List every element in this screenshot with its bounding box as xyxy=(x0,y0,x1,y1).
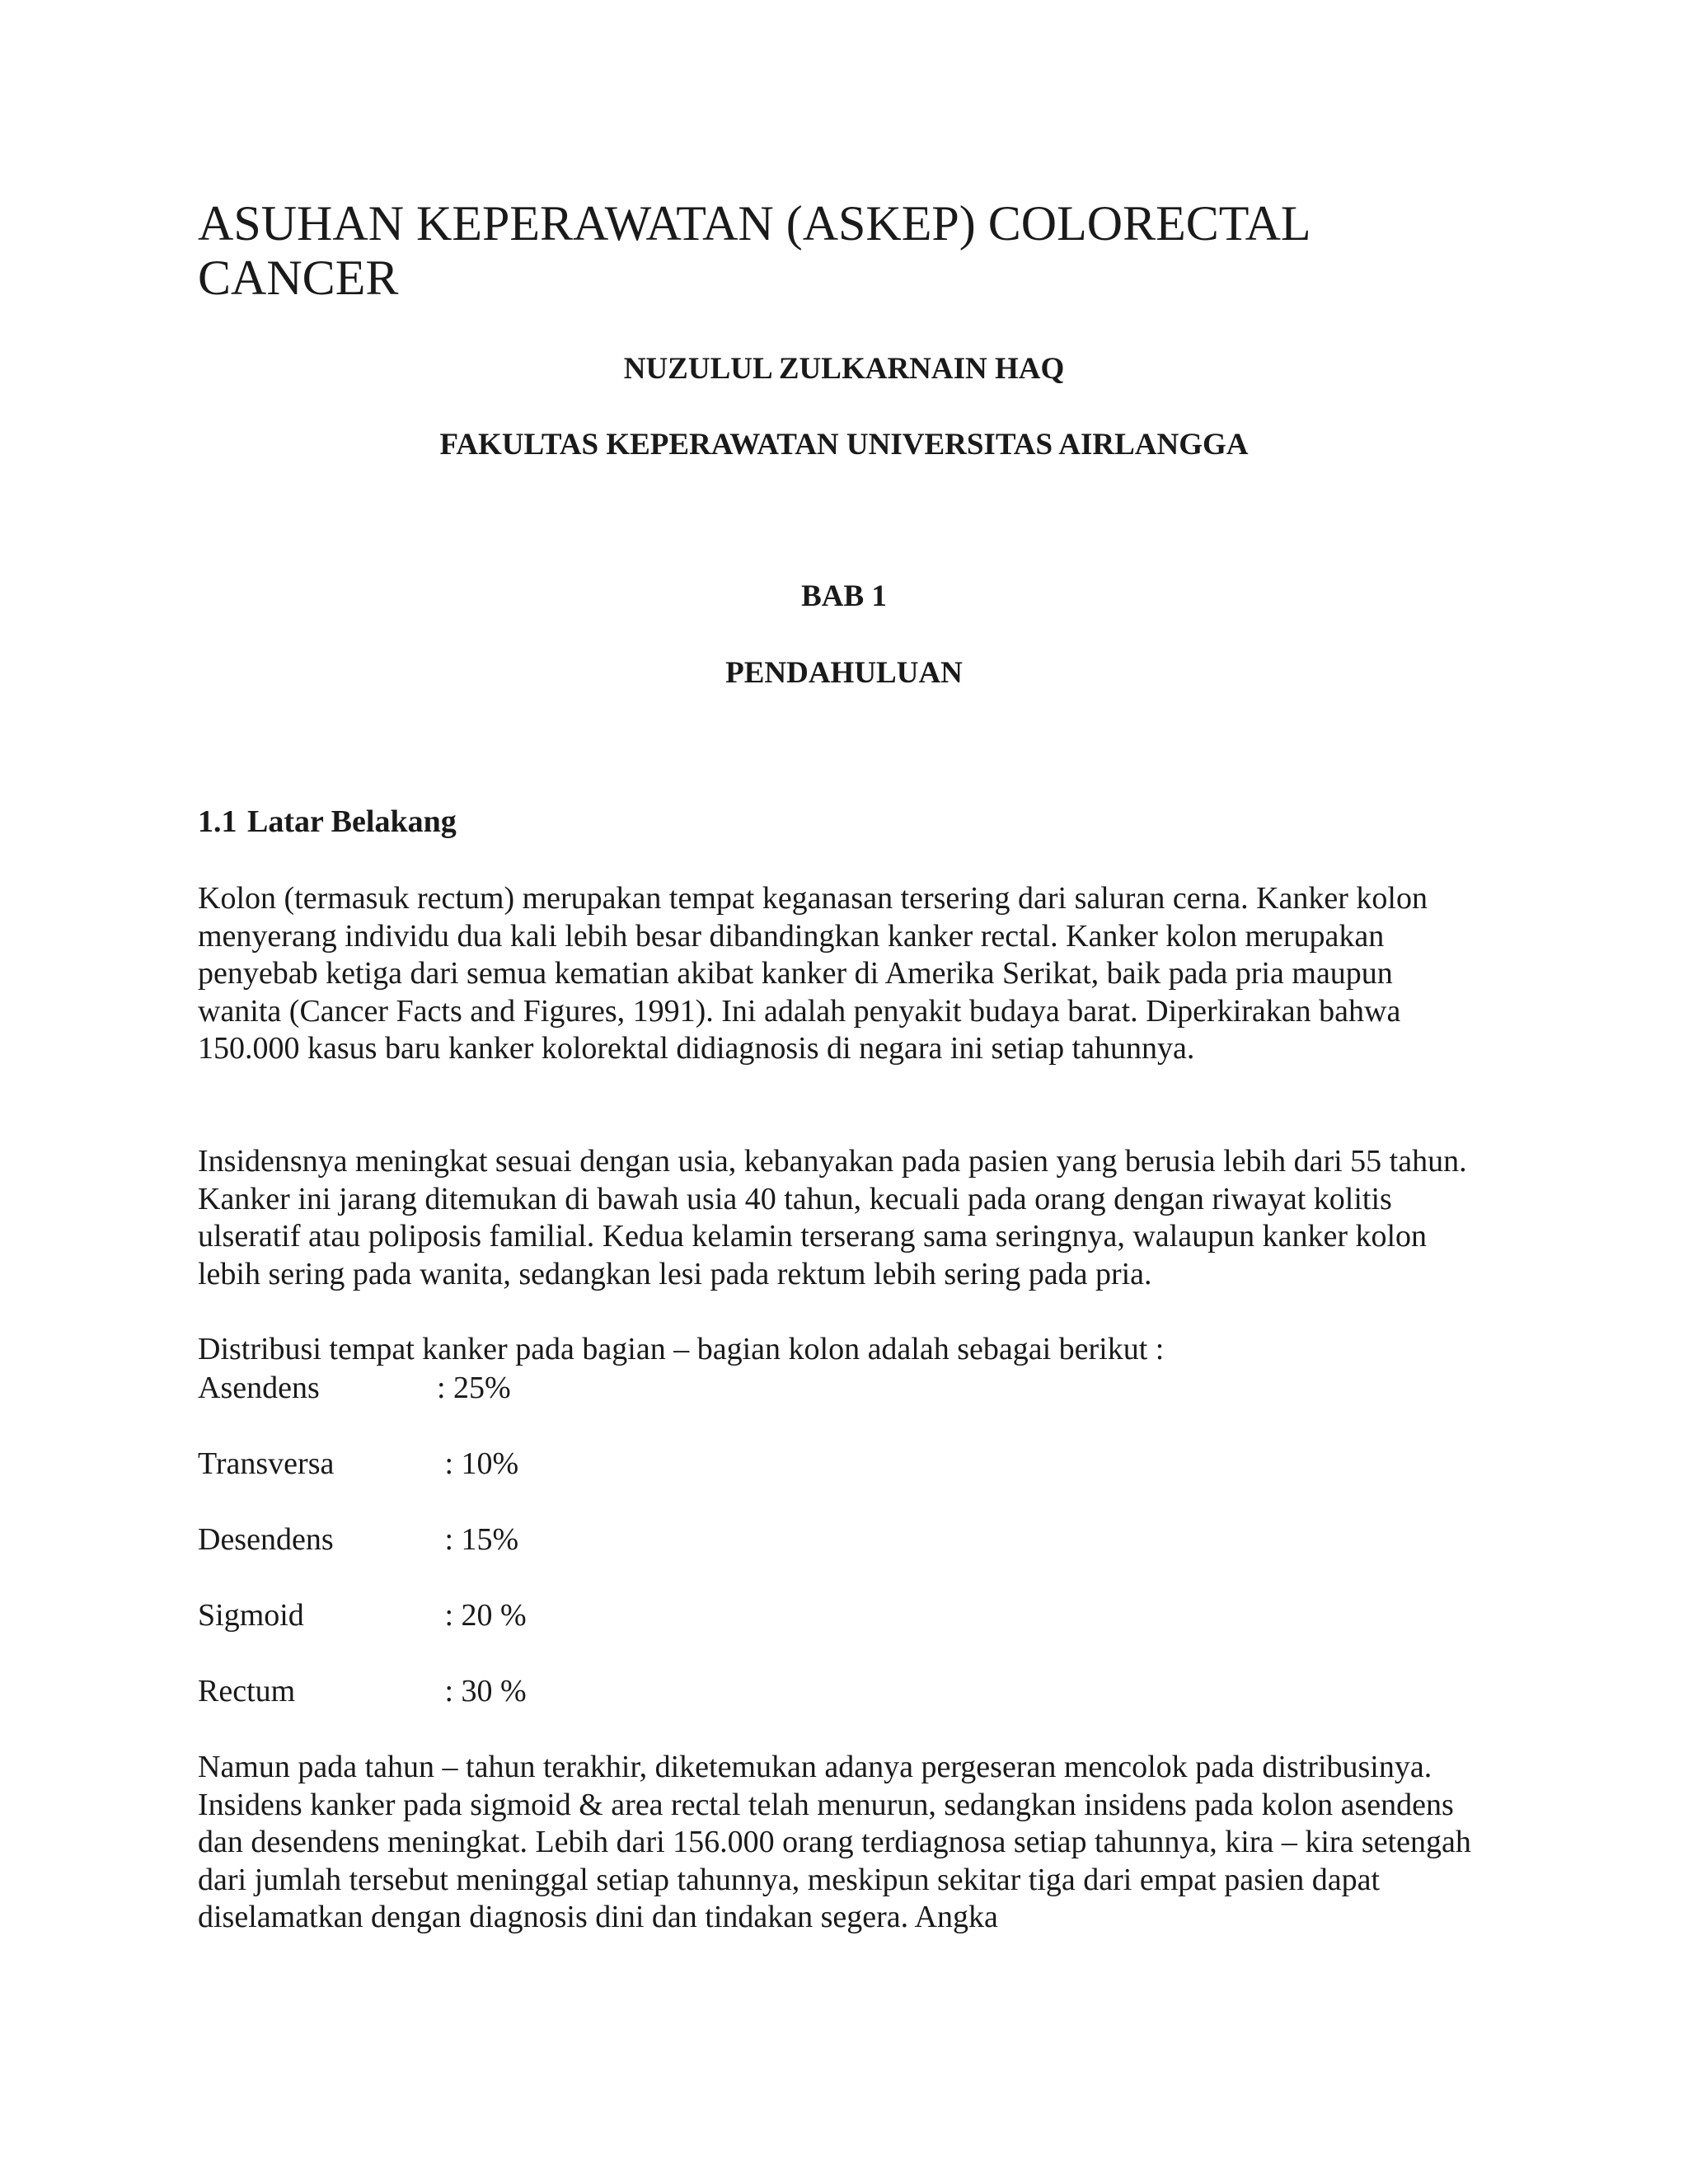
distribution-row xyxy=(198,1597,527,1634)
chapter-title: PENDAHULUAN xyxy=(725,656,963,690)
section-number: 1.1 xyxy=(198,804,237,839)
distribution-label: Transversa xyxy=(198,1446,335,1481)
distribution-value: : 10% xyxy=(437,1446,519,1481)
distribution-value: : 25% xyxy=(437,1371,511,1405)
paragraph-background: Kolon (termasuk rectum) merupakan tempat keganasan tersering dari saluran cerna. Kanker kolon menyerang individu dua kali lebih besar dibandingkan kanker rectal. Kanker kolon merupakan penyebab ketiga dari semua kematian akibat kanker di Amerika Serikat, baik pada pria maupun wanita (Cancer Facts and Figures, 1991). Ini adalah penyakit budaya barat. Diperkirakan bahwa 150.000 kasus baru kanker kolorektal didiagnosis di negara ini setiap tahunnya. xyxy=(198,881,1428,1066)
section-title: Latar Belakang xyxy=(247,804,457,839)
paragraph-incidence: Insidensnya meningkat sesuai dengan usia, kebanyakan pada pasien yang berusia lebih dari 55 tahun. Kanker ini jarang ditemukan di bawah usia 40 tahun, kecuali pada orang dengan riwayat kolitis ulseratif atau poliposis familial. Kedua kelamin terserang sama seringnya, walaupun kanker kolon lebih sering pada wanita, sedangkan lesi pada rektum lebih sering pada pria. xyxy=(198,1144,1467,1291)
distribution-value: : 20 % xyxy=(437,1598,527,1633)
author-name: NUZULUL ZULKARNAIN HAQ xyxy=(623,352,1065,386)
distribution-value: : 15% xyxy=(437,1522,519,1557)
distribution-label: Rectum xyxy=(198,1674,296,1708)
distribution-row xyxy=(198,1673,527,1710)
section-heading xyxy=(198,804,457,840)
paragraph-distribution-intro: Distribusi tempat kanker pada bagian – bagian kolon adalah sebagai berikut : xyxy=(198,1332,1165,1366)
distribution-row xyxy=(198,1446,518,1483)
distribution-label: Sigmoid xyxy=(198,1598,304,1633)
document-title: ASUHAN KEPERAWATAN (ASKEP) COLORECTAL CANCER xyxy=(198,196,1310,305)
distribution-label: Desendens xyxy=(198,1522,334,1557)
paragraph-distribution-shift: Namun pada tahun – tahun terakhir, diketemukan adanya pergeseran mencolok pada distribusinya. Insidens kanker pada sigmoid & area rectal telah menurun, sedangkan insidens pada kolon asendens dan desendens meningkat. Lebih dari 156.000 orang terdiagnosa setiap tahunnya, kira – kira setengah dari jumlah tersebut meninggal setiap tahunnya, meskipun sekitar tiga dari empat pasien dapat diselamatkan dengan diagnosis dini dan tindakan segera. Angka xyxy=(198,1750,1471,1934)
distribution-row xyxy=(198,1370,511,1407)
chapter-number: BAB 1 xyxy=(801,579,887,613)
distribution-value: : 30 % xyxy=(437,1674,527,1708)
distribution-label: Asendens xyxy=(198,1371,320,1405)
distribution-row xyxy=(198,1521,518,1558)
affiliation: FAKULTAS KEPERAWATAN UNIVERSITAS AIRLANGGA xyxy=(439,428,1249,462)
